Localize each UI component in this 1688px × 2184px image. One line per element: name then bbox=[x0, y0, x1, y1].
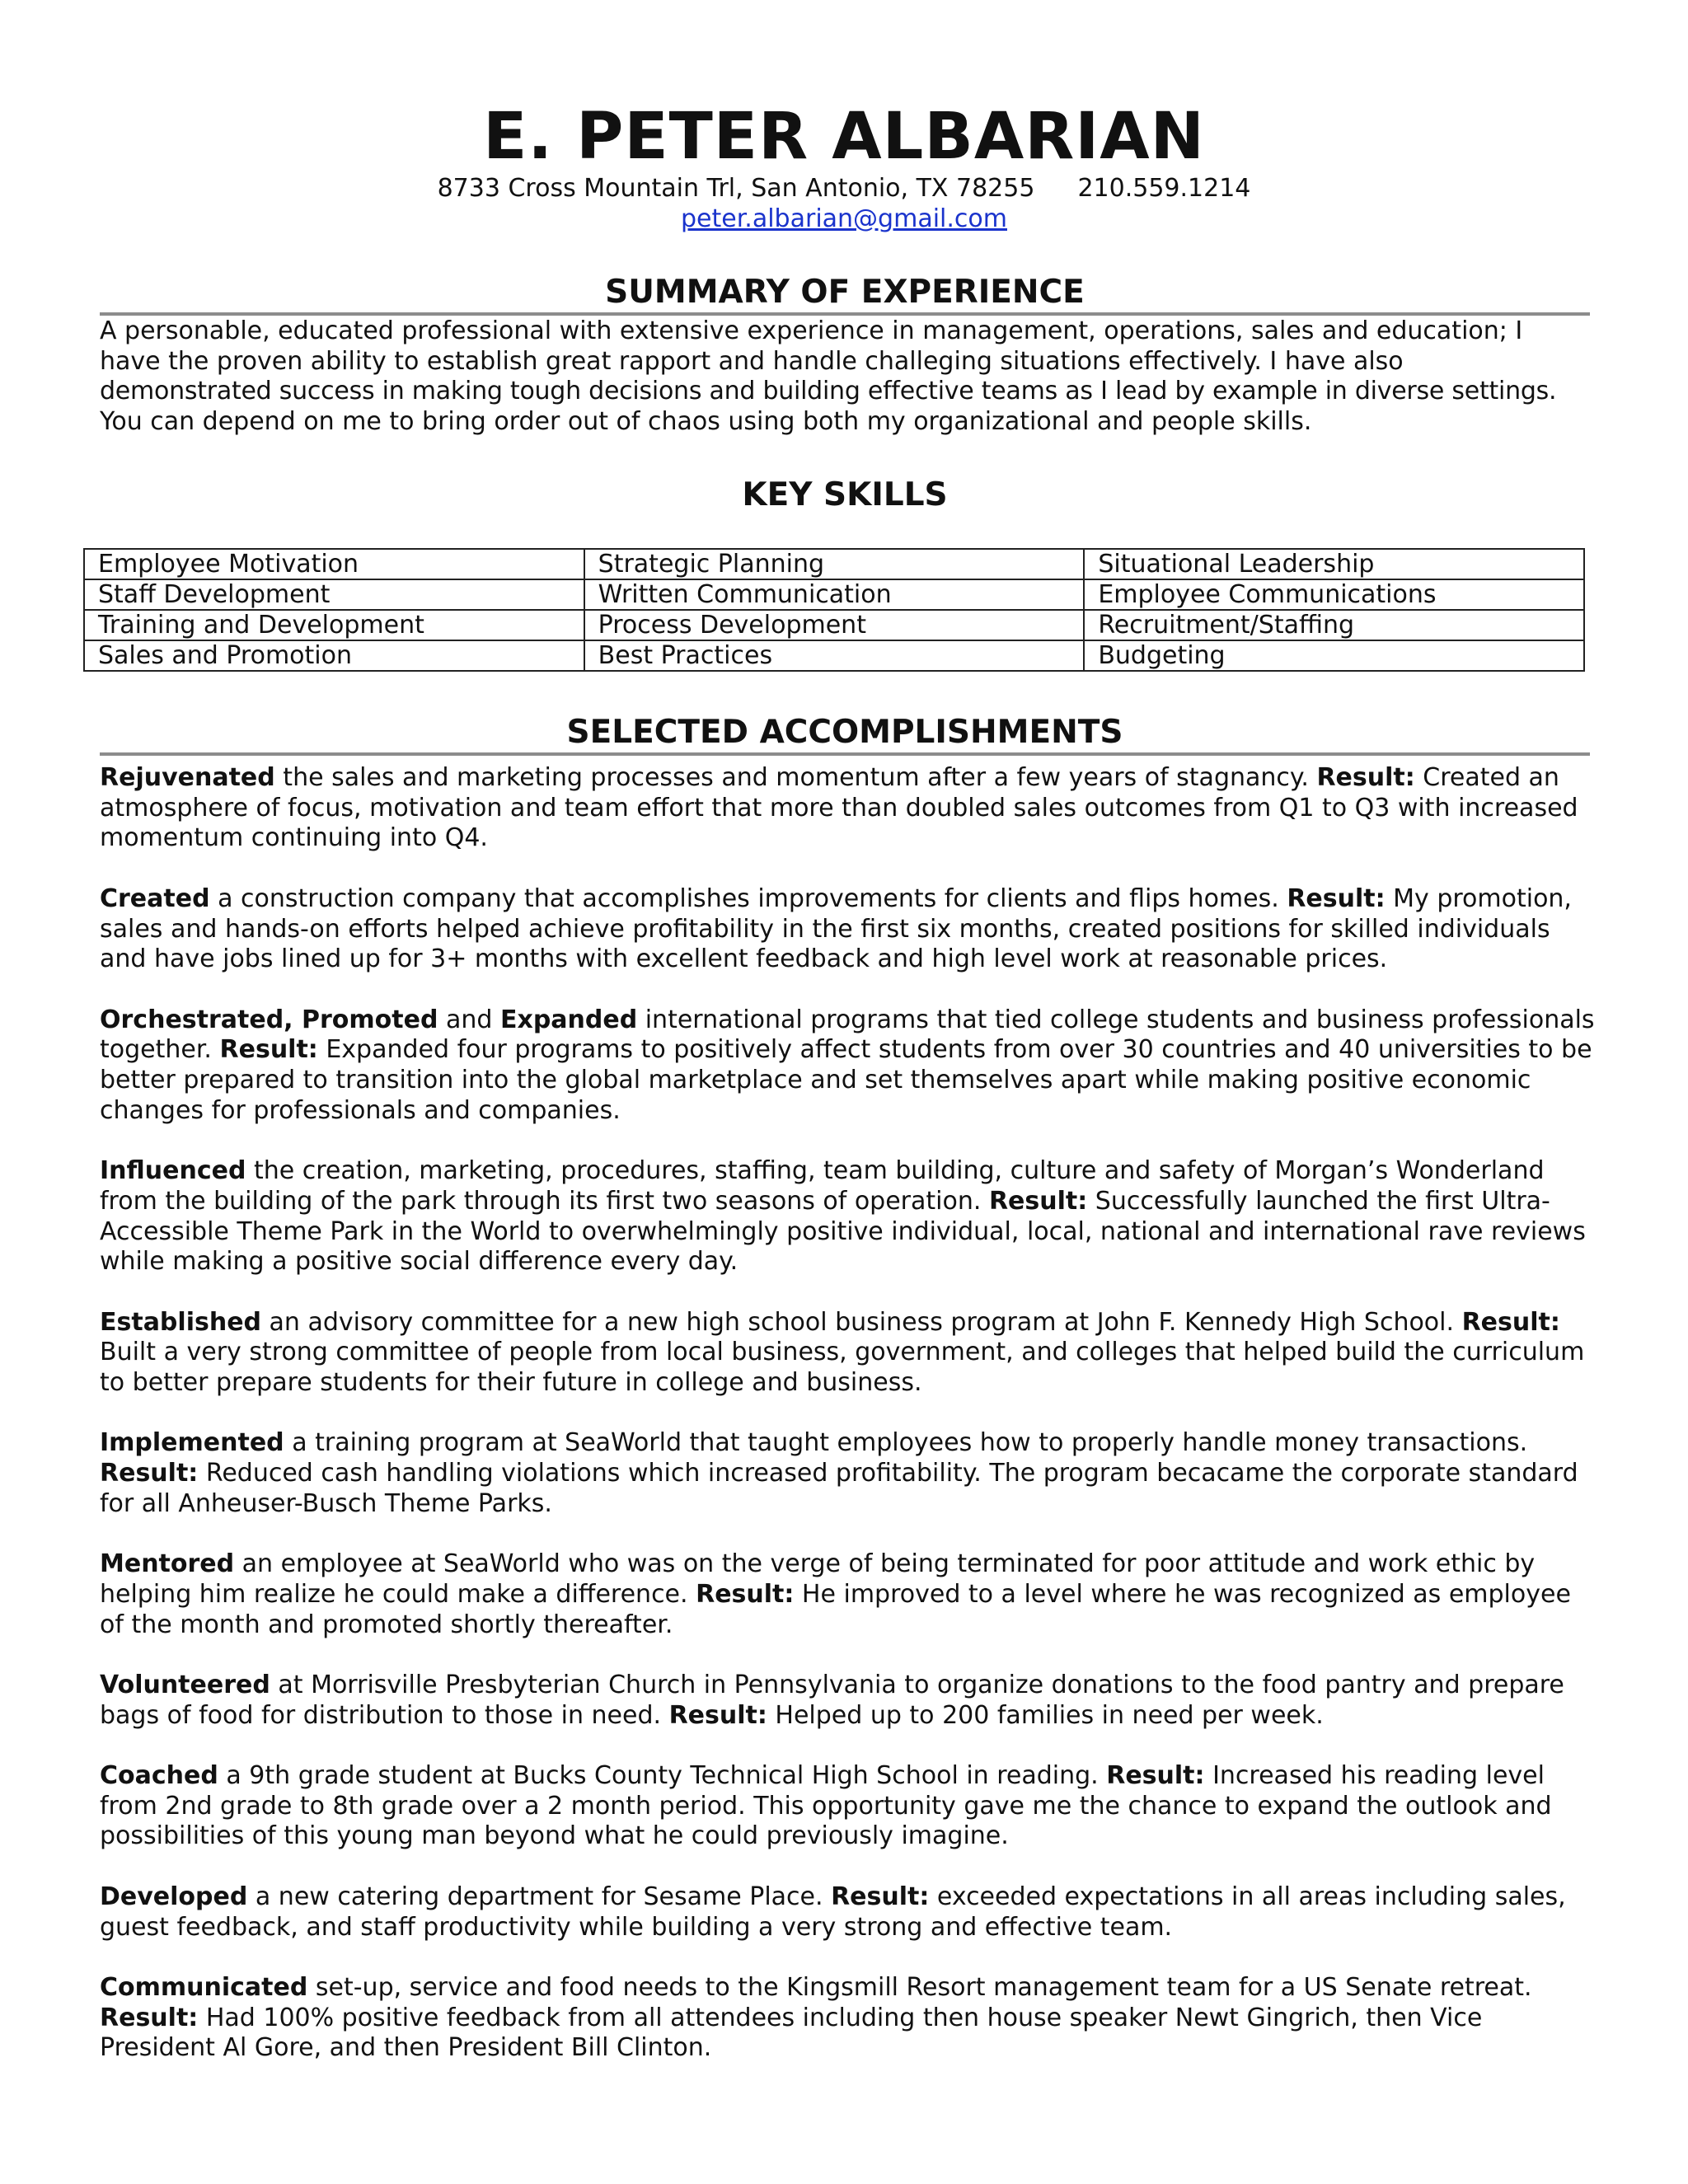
accomplishment-item bbox=[100, 1549, 1596, 1640]
accomplishment-verb: Influenced bbox=[100, 1156, 246, 1186]
skill-cell: Budgeting bbox=[1084, 640, 1584, 671]
accomplishment-item bbox=[100, 1761, 1596, 1852]
result-text: Successfully launched the first Ultra-Accessible Theme Park in the World to overwhelmingly positive individual, local, national and international rave reviews while making a positive social difference every day. bbox=[100, 1186, 1586, 1277]
accomplishment-text: the creation, marketing, procedures, staffing, team building, culture and safety of Morgan’s Wonderland from the building of the park through its first two seasons of operation. bbox=[100, 1156, 1545, 1216]
accomplishment-verb: Mentored bbox=[100, 1549, 235, 1579]
skills-table bbox=[83, 548, 1585, 672]
result-text: Created an atmosphere of focus, motivation and team effort that more than doubled sales outcomes from Q1 to Q3 with increased momentum continuing into Q4. bbox=[100, 763, 1578, 853]
result-label: Result: bbox=[831, 1882, 930, 1911]
result-text: Expanded four programs to positively affect students from over 30 countries and 40 universities to be better prepared to transition into the global marketplace and set themselves apart while making positive economic changes for professionals and companies. bbox=[100, 1035, 1592, 1125]
accomplishment-item bbox=[100, 1882, 1596, 1943]
accomplishment-text: the sales and marketing processes and momentum after a few years of stagnancy. bbox=[274, 763, 1317, 792]
summary-line: have the proven ability to establish great rapport and handle challeging situations effectively. I have also bbox=[100, 346, 1404, 376]
result-label: Result: bbox=[1316, 763, 1415, 792]
summary-title: SUMMARY OF EXPERIENCE bbox=[605, 274, 1085, 311]
accomplishment-item bbox=[100, 1308, 1596, 1399]
contact-line bbox=[0, 173, 1688, 204]
accomplishment-verb: Developed bbox=[100, 1882, 248, 1911]
skills-row bbox=[84, 640, 1584, 671]
accomplishment-item bbox=[100, 763, 1596, 854]
accomplishment-verb: Orchestrated, Promoted bbox=[100, 1005, 438, 1034]
accomplishment-connector: and bbox=[438, 1005, 500, 1034]
accomplishment-verb: Volunteered bbox=[100, 1670, 270, 1699]
summary-rule bbox=[100, 312, 1590, 316]
summary-text bbox=[100, 316, 1596, 438]
email-link[interactable]: peter.albarian@gmail.com bbox=[681, 204, 1007, 233]
result-text: My promotion, sales and hands-on efforts helped achieve profitability in the first six months, created positions for skilled individuals and have jobs lined up for 3+ months with excellent feedback and high level work at reasonable prices. bbox=[100, 883, 1572, 974]
candidate-name: E. PETER ALBARIAN bbox=[483, 100, 1205, 174]
accomplishments-title: SELECTED ACCOMPLISHMENTS bbox=[566, 714, 1123, 751]
accomplishment-text: at Morrisville Presbyterian Church in Pennsylvania to organize donations to the food pantry and prepare bags of food for distribution to those in need. bbox=[100, 1670, 1564, 1730]
accomplishment-text: an employee at SeaWorld who was on the verge of being terminated for poor attitude and work ethic by helping him realize he could make a difference. bbox=[100, 1549, 1536, 1609]
result-label: Result: bbox=[219, 1035, 318, 1065]
accomplishment-verb: Expanded bbox=[499, 1005, 638, 1034]
accomplishment-verb: Implemented bbox=[100, 1428, 284, 1458]
accomplishment-item bbox=[100, 884, 1596, 975]
skill-cell: Written Communication bbox=[584, 579, 1085, 610]
result-label: Result: bbox=[696, 1579, 795, 1609]
accomplishment-item bbox=[100, 1005, 1596, 1127]
accomplishment-verb: Established bbox=[100, 1307, 262, 1337]
accomplishment-verb: Created bbox=[100, 883, 210, 913]
skill-cell: Sales and Promotion bbox=[84, 640, 584, 671]
email-line bbox=[0, 204, 1688, 235]
result-text: exceeded expectations in all areas including sales, guest feedback, and staff productivity while building a very strong and effective team. bbox=[100, 1882, 1566, 1942]
accomplishment-item bbox=[100, 1973, 1596, 2064]
accomplishment-verb: Communicated bbox=[100, 1972, 308, 2002]
result-text: Reduced cash handling violations which increased profitability. The program becacame the corporate standard for all Anheuser-Busch Theme Parks. bbox=[100, 1459, 1578, 1518]
accomplishment-text: an advisory committee for a new high school business program at John F. Kennedy High School. bbox=[261, 1307, 1462, 1337]
result-label: Result: bbox=[988, 1186, 1088, 1216]
accomplishment-text: international programs that tied college students and business professionals together. bbox=[100, 1005, 1595, 1065]
result-label: Result: bbox=[100, 1459, 199, 1488]
accomplishments-list bbox=[100, 763, 1596, 2094]
skills-row bbox=[84, 610, 1584, 640]
skill-cell: Best Practices bbox=[584, 640, 1085, 671]
accomplishment-item bbox=[100, 1428, 1596, 1519]
skill-cell: Training and Development bbox=[84, 610, 584, 640]
result-label: Result: bbox=[100, 2003, 199, 2032]
skill-cell: Recruitment/Staffing bbox=[1084, 610, 1584, 640]
accomplishment-verb: Coached bbox=[100, 1761, 218, 1791]
address: 8733 Cross Mountain Trl, San Antonio, TX 78255 bbox=[437, 174, 1035, 203]
result-text: He improved to a level where he was recognized as employee of the month and promoted shortly thereafter. bbox=[100, 1579, 1571, 1639]
skill-cell: Situational Leadership bbox=[1084, 549, 1584, 579]
skills-row bbox=[84, 579, 1584, 610]
skill-cell: Strategic Planning bbox=[584, 549, 1085, 579]
summary-line: demonstrated success in making tough decisions and building effective teams as I lead by example in diverse settings. bbox=[100, 377, 1557, 406]
accomplishments-rule bbox=[100, 752, 1590, 756]
result-text: Had 100% positive feedback from all attendees including then house speaker Newt Gingrich, then Vice President Al Gore, and then President Bill Clinton. bbox=[100, 2003, 1483, 2063]
result-label: Result: bbox=[1106, 1761, 1205, 1791]
result-label: Result: bbox=[668, 1700, 767, 1730]
accomplishment-text: set-up, service and food needs to the Kingsmill Resort management team for a US Senate retreat. bbox=[307, 1972, 1532, 2002]
accomplishment-text: a new catering department for Sesame Place. bbox=[247, 1882, 832, 1911]
summary-line: A personable, educated professional with extensive experience in management, operations, sales and education; I bbox=[100, 316, 1523, 345]
result-text: Helped up to 200 families in need per week. bbox=[767, 1700, 1324, 1730]
accomplishment-text: a construction company that accomplishes improvements for clients and flips homes. bbox=[209, 883, 1287, 913]
skills-title: KEY SKILLS bbox=[742, 476, 948, 513]
accomplishment-item bbox=[100, 1671, 1596, 1731]
skill-cell: Process Development bbox=[584, 610, 1085, 640]
skill-cell: Employee Motivation bbox=[84, 549, 584, 579]
result-label: Result: bbox=[1461, 1307, 1560, 1337]
result-text: Increased his reading level from 2nd grade to 8th grade over a 2 month period. This opportunity gave me the chance to expand the outlook and possibilities of this young man beyond what he could previously imagine. bbox=[100, 1761, 1552, 1851]
result-text: Built a very strong committee of people from local business, government, and colleges that helped build the curriculum to better prepare students for their future in college and business. bbox=[100, 1338, 1585, 1397]
accomplishment-text: a training program at SeaWorld that taught employees how to properly handle money transactions. bbox=[284, 1428, 1528, 1458]
result-label: Result: bbox=[1287, 883, 1386, 913]
accomplishment-text: a 9th grade student at Bucks County Technical High School in reading. bbox=[218, 1761, 1107, 1791]
skill-cell: Employee Communications bbox=[1084, 579, 1584, 610]
phone: 210.559.1214 bbox=[1077, 174, 1251, 203]
accomplishment-item bbox=[100, 1156, 1596, 1277]
accomplishment-verb: Rejuvenated bbox=[100, 763, 275, 792]
skills-row bbox=[84, 549, 1584, 579]
summary-line: You can depend on me to bring order out of chaos using both my organizational and people skills. bbox=[100, 407, 1312, 437]
skill-cell: Staff Development bbox=[84, 579, 584, 610]
